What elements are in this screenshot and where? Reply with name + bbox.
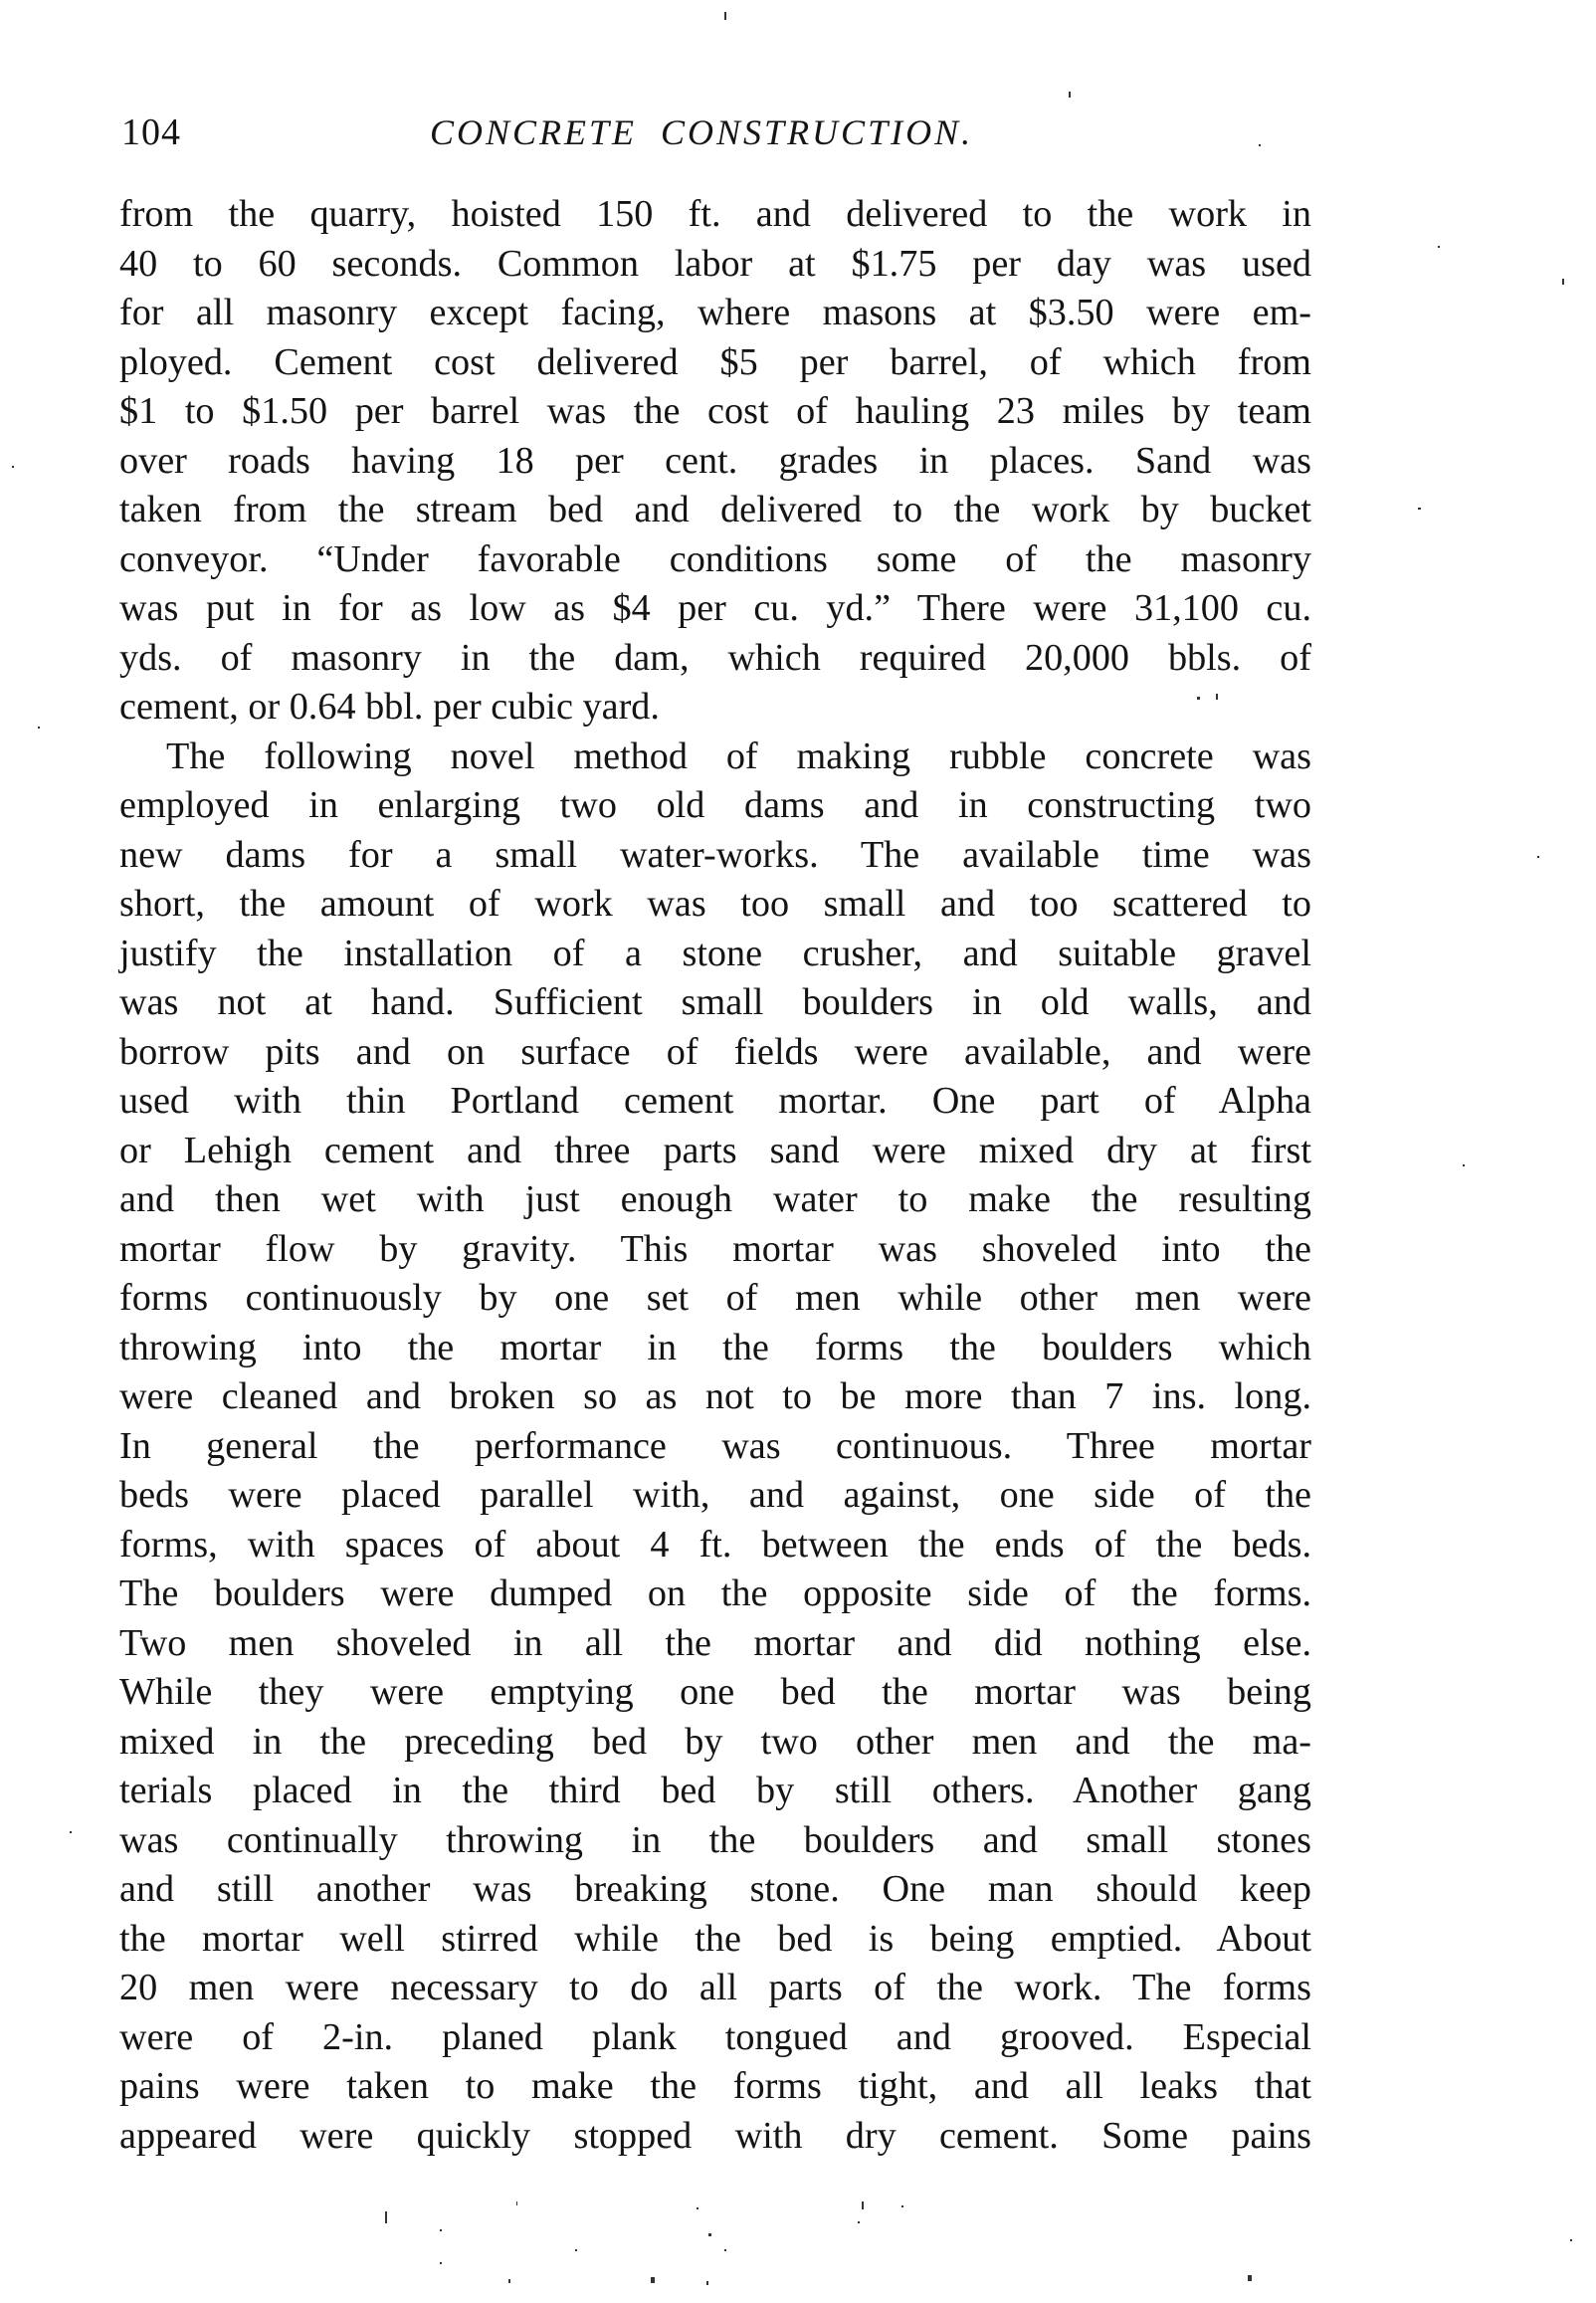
running-head [119, 107, 1311, 157]
text-line: mortar flow by gravity. This mortar was shoveled into the [119, 1227, 1311, 1270]
scan-speck [1562, 279, 1564, 285]
scan-speck [706, 2281, 708, 2285]
text-line: 20 men were necessary to do all parts of the work. The forms [119, 1967, 1311, 2008]
text-line: short, the amount of work was too small and too scattered to [119, 883, 1311, 925]
body-text [119, 190, 1311, 2161]
text-line: $1 to $1.50 per barrel was the cost of hauling 23 miles by team [119, 390, 1311, 432]
text-line: employed in enlarging two old dams and in constructing two [119, 784, 1311, 826]
text-line: While they were emptying one bed the mortar was being [119, 1671, 1311, 1713]
text-line: from the quarry, hoisted 150 ft. and delivered to the work in [119, 193, 1311, 235]
scan-speck [440, 2229, 442, 2231]
scan-speck [1570, 2239, 1572, 2241]
text-line: forms continuously by one set of men while other men were [119, 1277, 1311, 1319]
scan-speck [697, 2207, 698, 2209]
text-line: The boulders were dumped on the opposite side of the forms. [119, 1572, 1311, 1614]
text-line: over roads having 18 per cent. grades in places. Sand was [119, 439, 1311, 482]
text-line: mixed in the preceding bed by two other men and the ma- [119, 1720, 1311, 1763]
text-line: yds. of masonry in the dam, which required 20,000 bbls. of [119, 636, 1311, 679]
paragraph-2 [119, 733, 1311, 2162]
scan-speck [858, 2221, 860, 2223]
scan-speck [1248, 2275, 1252, 2281]
scan-speck [1537, 856, 1539, 858]
text-line: new dams for a small water-works. The available time was [119, 833, 1311, 876]
text-line: appeared were quickly stopped with dry cement. Some pains [119, 2114, 1311, 2157]
scan-speck [862, 2201, 864, 2209]
scan-speck [575, 2249, 577, 2251]
page-number: 104 [121, 111, 181, 153]
text-line: ployed. Cement cost delivered $5 per barrel, of which from [119, 340, 1311, 383]
paragraph-1 [119, 190, 1311, 733]
scan-speck [708, 2233, 711, 2236]
text-line: terials placed in the third bed by still others. Another gang [119, 1770, 1311, 1811]
text-line: borrow pits and on surface of fields were available, and were [119, 1030, 1311, 1073]
scan-speck [724, 12, 726, 20]
scan-speck [508, 2279, 510, 2283]
text-line: The following novel method of making rubble concrete was [166, 734, 1311, 777]
scan-speck [440, 2262, 442, 2264]
scan-speck [724, 2249, 726, 2251]
scan-speck [1418, 508, 1421, 510]
text-line: was not at hand. Sufficient small boulders in old walls, and [119, 981, 1311, 1023]
text-line: were of 2-in. planed plank tongued and grooved. Especial [119, 2015, 1311, 2058]
text-line: was put in for as low as $4 per cu. yd.” There were 31,100 cu. [119, 587, 1311, 629]
text-line: justify the installation of a stone crusher, and suitable gravel [119, 932, 1311, 974]
text-line: In general the performance was continuous. Three mortar [119, 1424, 1311, 1467]
text-line: beds were placed parallel with, and against, one side of the [119, 1474, 1311, 1516]
text-line: and still another was breaking stone. One man should keep [119, 1868, 1311, 1910]
scan-speck [38, 727, 40, 729]
running-title: CONCRETE CONSTRUCTION. [430, 112, 974, 152]
scan-speck [70, 1831, 72, 1833]
text-line: for all masonry except facing, where masons at $3.50 were em- [119, 292, 1311, 333]
text-line: taken from the stream bed and delivered to the work by bucket [119, 489, 1311, 530]
text-line: used with thin Portland cement mortar. One part of Alpha [119, 1080, 1311, 1122]
text-line: throwing into the mortar in the forms the boulders which [119, 1326, 1311, 1368]
text-line: conveyor. “Under favorable conditions some of the masonry [119, 537, 1311, 580]
scan-speck [1463, 1164, 1465, 1166]
text-line: cement, or 0.64 bbl. per cubic yard. [119, 686, 660, 728]
text-line: were cleaned and broken so as not to be more than 7 ins. long. [119, 1375, 1311, 1417]
scan-speck [12, 466, 14, 468]
scan-speck [385, 2211, 387, 2223]
scan-speck [1438, 246, 1440, 248]
text-line: pains were taken to make the forms tight, and all leaks that [119, 2065, 1311, 2107]
text-line: and then wet with just enough water to make the resulting [119, 1178, 1311, 1220]
text-line: Two men shoveled in all the mortar and did nothing else. [119, 1621, 1311, 1664]
text-line: or Lehigh cement and three parts sand were mixed dry at first [119, 1129, 1311, 1171]
text-line: the mortar well stirred while the bed is being emptied. About [119, 1917, 1311, 1960]
scan-speck [651, 2277, 655, 2283]
scan-speck [1069, 92, 1071, 98]
text-line: forms, with spaces of about 4 ft. between the ends of the beds. [119, 1523, 1311, 1566]
scan-speck [516, 2201, 517, 2205]
text-line: was continually throwing in the boulders and small stones [119, 1818, 1311, 1861]
scan-speck [901, 2205, 903, 2207]
text-line: 40 to 60 seconds. Common labor at $1.75 per day was used [119, 242, 1311, 285]
